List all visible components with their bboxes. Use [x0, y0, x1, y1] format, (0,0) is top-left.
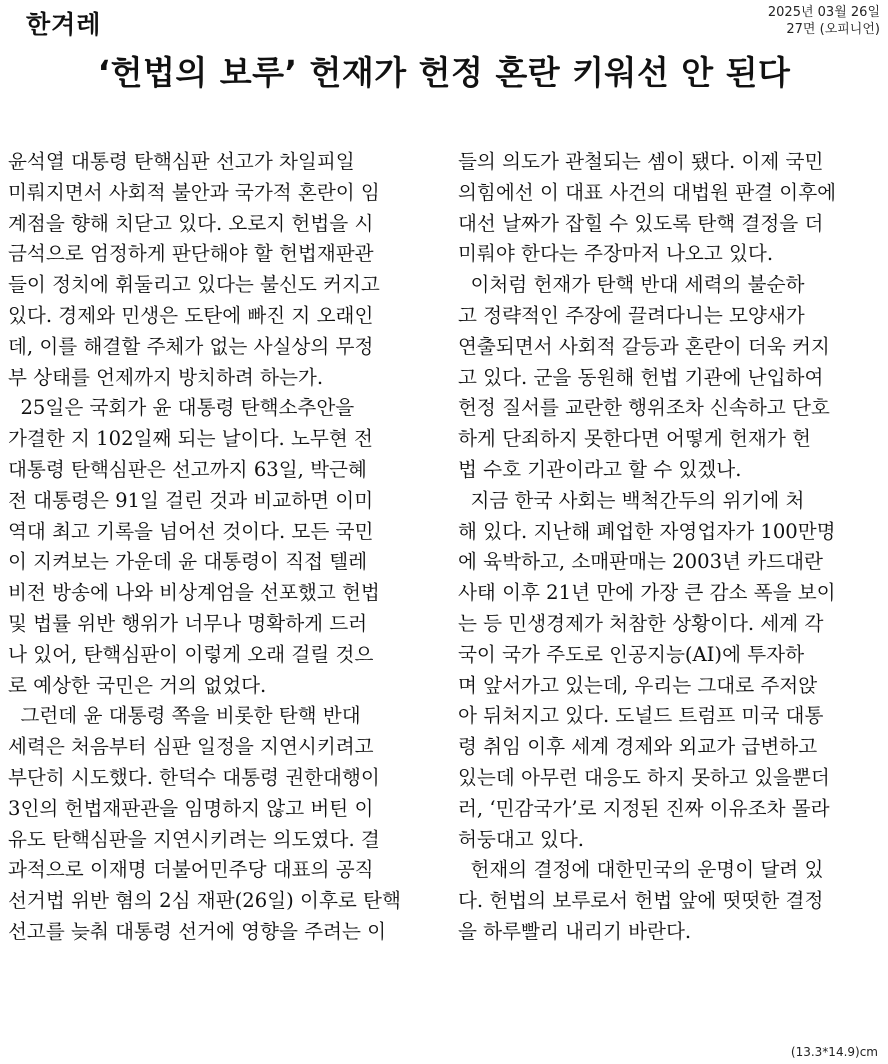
article-line: 있다. 경제와 민생은 도탄에 빠진 지 오래인 [8, 303, 374, 327]
article-line: 을 하루빨리 내리기 바란다. [458, 919, 692, 943]
article-line: 대선 날짜가 잡힐 수 있도록 탄핵 결정을 더 [458, 211, 824, 235]
article-line: 헌정 질서를 교란한 행위조차 신속하고 단호 [458, 396, 830, 420]
article-line: 허둥대고 있다. [458, 827, 585, 851]
article-line: 윤석열 대통령 탄핵심판 선고가 차일피일 [8, 150, 355, 173]
article-line: 들의 의도가 관철되는 셈이 됐다. 이제 국민 [458, 150, 824, 173]
publication-meta [768, 4, 880, 38]
article-line: 유도 탄핵심판을 지연시키려는 의도였다. 결 [8, 827, 380, 851]
article-line: 전 대통령은 91일 걸린 것과 비교하면 이미 [8, 488, 374, 512]
article-column-left [8, 147, 438, 948]
article-line: 로 예상한 국민은 거의 없었다. [8, 673, 267, 697]
article-line: 령 취임 이후 세계 경제와 외교가 급변하고 [458, 735, 818, 759]
article-line: 해 있다. 지난해 폐업한 자영업자가 100만명 [458, 519, 836, 543]
article-line: 지금 한국 사회는 백척간두의 위기에 처 [458, 488, 805, 512]
article-line: 연출되면서 사회적 갈등과 혼란이 더욱 커지 [458, 334, 830, 358]
article-line: 국이 국가 주도로 인공지능(AI)에 투자하 [458, 642, 805, 666]
article-column-right [458, 147, 888, 948]
article-line: 가결한 지 102일째 되는 날이다. 노무현 전 [8, 427, 373, 451]
article-line: 러, ‘민감국가’로 지정된 진짜 이유조차 몰라 [458, 796, 830, 820]
article-line: 선거법 위반 혐의 2심 재판(26일) 이후로 탄핵 [8, 889, 401, 913]
article-line: 아 뒤처지고 있다. 도널드 트럼프 미국 대통 [458, 704, 824, 728]
article-line: 사태 이후 21년 만에 가장 큰 감소 폭을 보이 [458, 581, 836, 605]
article-line: 이처럼 헌재가 탄핵 반대 세력의 불순하 [458, 273, 805, 297]
article-line: 및 법률 위반 행위가 너무나 명확하게 드러 [8, 611, 368, 635]
article-line: 그런데 윤 대통령 쪽을 비롯한 탄핵 반대 [8, 704, 361, 728]
article-line: 데, 이를 해결할 주체가 없는 사실상의 무정 [8, 334, 374, 358]
article-line: 법 수호 기관이라고 할 수 있겠나. [458, 457, 742, 481]
article-line: 헌재의 결정에 대한민국의 운명이 달려 있 [458, 858, 824, 882]
publication-page: 27면 (오피니언) [786, 22, 880, 37]
newspaper-logo: 한겨레 [26, 10, 102, 39]
article-line: 부 상태를 언제까지 방치하려 하는가. [8, 365, 324, 389]
article-line: 있는데 아무런 대응도 하지 못하고 있을뿐더 [458, 765, 830, 789]
article-line: 다. 헌법의 보루로서 헌법 앞에 떳떳한 결정 [458, 889, 824, 913]
article-line: 미뤄지면서 사회적 불안과 국가적 혼란이 임 [8, 180, 380, 204]
publication-date: 2025년 03월 26일 [767, 5, 880, 20]
article-line: 고 있다. 군을 동원해 헌법 기관에 난입하여 [458, 365, 824, 389]
article-line: 금석으로 엄정하게 판단해야 할 헌법재판관 [8, 242, 374, 266]
article-line: 부단히 시도했다. 한덕수 대통령 권한대행이 [8, 765, 380, 789]
article-line: 고 정략적인 주장에 끌려다니는 모양새가 [458, 303, 805, 327]
article-headline: ‘헌법의 보루’ 헌재가 헌정 혼란 키워선 안 된다 [97, 53, 791, 92]
article-line: 나 있어, 탄핵심판이 이렇게 오래 걸릴 것으 [8, 642, 374, 666]
article-size-note: (13.3*14.9)cm [790, 1045, 878, 1059]
article-line: 세력은 처음부터 심판 일정을 지연시키려고 [8, 735, 374, 759]
article-line: 선고를 늦춰 대통령 선거에 영향을 주려는 이 [8, 919, 387, 943]
article-line: 25일은 국회가 윤 대통령 탄핵소추안을 [8, 396, 355, 420]
article-line: 하게 단죄하지 못한다면 어떻게 헌재가 헌 [458, 427, 811, 451]
article-line: 들이 정치에 휘둘리고 있다는 불신도 커지고 [8, 273, 380, 297]
article-line: 이 지켜보는 가운데 윤 대통령이 직접 텔레 [8, 550, 368, 574]
article-line: 의힘에선 이 대표 사건의 대법원 판결 이후에 [458, 180, 837, 204]
article-line: 에 육박하고, 소매판매는 2003년 카드대란 [458, 550, 823, 574]
article-line: 는 등 민생경제가 처참한 상황이다. 세계 각 [458, 611, 824, 635]
article-line: 대통령 탄핵심판은 선고까지 63일, 박근혜 [8, 457, 367, 481]
article-line: 과적으로 이재명 더불어민주당 대표의 공직 [8, 858, 374, 882]
article-line: 비전 방송에 나와 비상계엄을 선포했고 헌법 [8, 581, 380, 605]
article-line: 계점을 향해 치닫고 있다. 오로지 헌법을 시 [8, 211, 374, 235]
article-line: 미뤄야 한다는 주장마저 나오고 있다. [458, 242, 774, 266]
article-line: 며 앞서가고 있는데, 우리는 그대로 주저앉 [458, 673, 818, 697]
article-line: 3인의 헌법재판관을 임명하지 않고 버틴 이 [8, 796, 374, 820]
article-line: 역대 최고 기록을 넘어선 것이다. 모든 국민 [8, 519, 374, 543]
